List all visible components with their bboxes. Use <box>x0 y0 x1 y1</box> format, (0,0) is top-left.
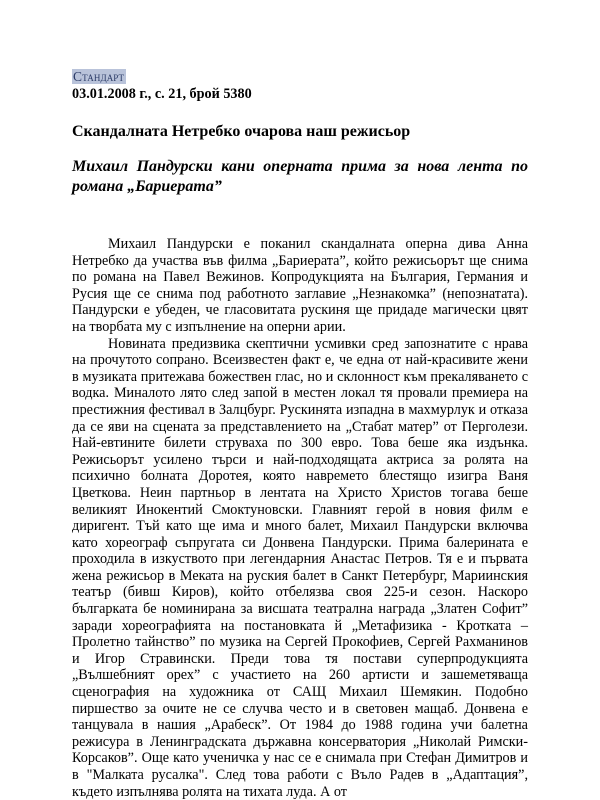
article-page <box>72 68 528 800</box>
article-paragraph-2: Новината предизвика скептични усмивки сред запознатите с нрава на прочутото сопрано. Всеизвестен факт е, че една от най-красивите жени в музиката притежава божествен глас, но и склонност към прекаляването с водка. Миналото лято след запой в местен локал тя провали премиера на престижния фестивал в Залцбург. Рускинята изпадна в махмурлук и отказа да се яви на сцената за представлението на „Стабат матер” от Перголези. Най-евтините билети струваха по 300 евро. Това беше яка издънка. Режисьорът усилено търси и най-подходящата актриса за ролята на психично болната Доротея, която навремето блестящо изигра Ваня Цветкова. Неин партньор в лентата на Христо Христов тогава беше великият Инокентий Смоктуновски. Главният герой в новия филм е диригент. Тъй като ще има и много балет, Михаил Пандурски включва като хореограф съпругата си Донвена Пандурски. Прима балерината е проходила в изкуството при легендарния Анастас Петров. Тя е и първата жена режисьор в Меката на руския балет в Санкт Петербург, Мариинския театър (бивш Киров), който отбелязва своя 225-и сезон. Наскоро българката бе номинирана за висшата театрална награда „Златен Софит” заради хореографията на постановката й „Метафизика - Кротката – Пролетно тайнство” по музика на Сергей Прокофиев, Сергей Рахманинов и Игор Стравински. Преди това тя постави суперпродукцията „Вълшебният орех” с участието на 260 артисти и зашеметяваща сценография на художника от САЩ Михаил Шемякин. Подобно пиршество за очите не се случва често и в световен мащаб. Донвена е танцувала в нашия „Арабеск”. От 1984 до 1988 година учи балетна режисура в Ленинградската държавна консерватория „Николай Римски-Корсаков”. Още като ученичка у нас се е снимала при Стефан Димитров и в "Малката русалка". След това работи с Въло Радев в „Адаптация”, където изпълнява ролята на тихата луда. А от <box>72 335 528 800</box>
article-subtitle: Михаил Пандурски кани оперната прима за нова лента по романа „Бариерата” <box>72 158 528 195</box>
article-title: Скандалната Нетребко очарова наш режисьор <box>72 123 411 140</box>
source-logo: Стандарт <box>73 69 125 84</box>
article-paragraph-1: Михаил Пандурски е поканил скандалната оперна дива Анна Нетребко да участва във филма „Бариерата”, който режисьорът ще снима по романа на Павел Вежинов. Копродукцията на България, Германия и Русия ще се снима под работното заглавие „Незнакомка” (непознатата). Пандурски е убеден, че гласовитата рускиня ще придаде магически цвят на творбата му с изпълнение на оперни арии. <box>72 236 528 335</box>
article-body <box>72 236 528 800</box>
publication-meta: 03.01.2008 г., с. 21, брой 5380 <box>72 86 252 102</box>
